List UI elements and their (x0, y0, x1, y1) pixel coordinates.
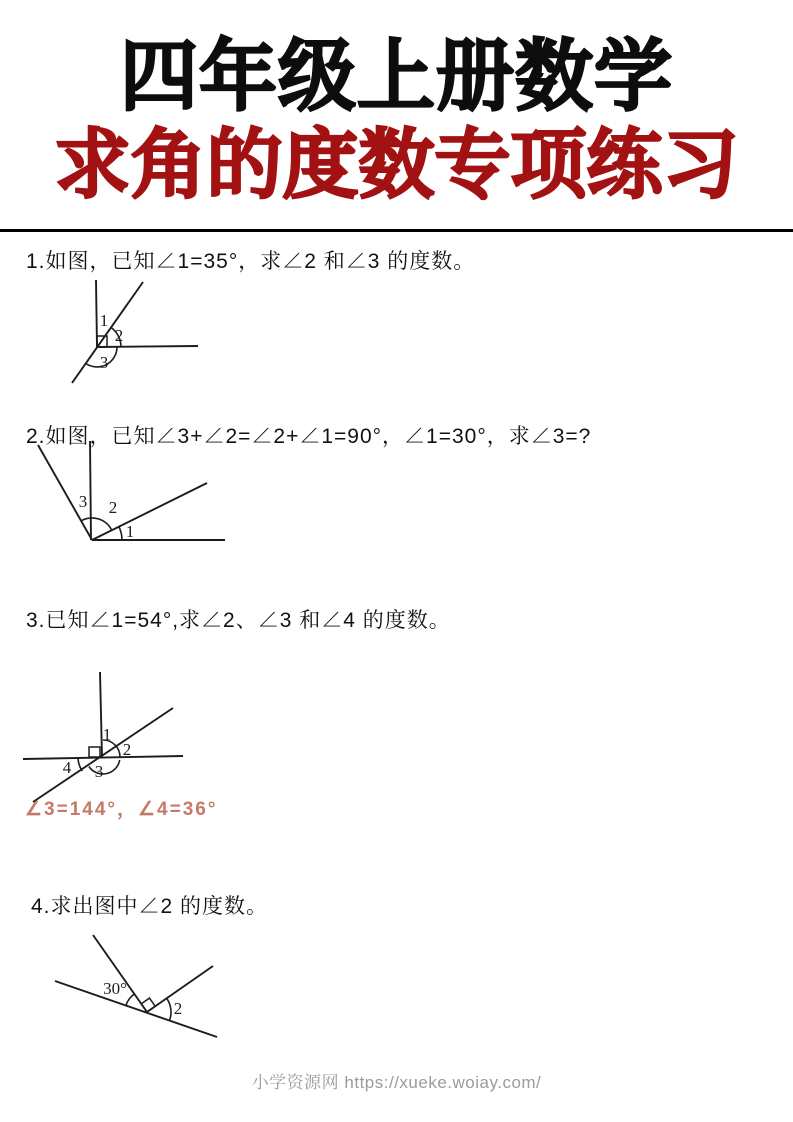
ray-steep-up-left (93, 935, 147, 1012)
angle-label-1: 1 (102, 725, 112, 744)
right-angle-mark (89, 747, 100, 757)
line-diagonal (33, 708, 173, 802)
angle-label-3: 3 (94, 762, 104, 781)
ray-horizontal-right (97, 346, 198, 347)
faded-answer-text: ∠3=144°，∠4=36° (25, 799, 218, 820)
angle-label-2: 2 (108, 498, 118, 517)
line-horizontal (23, 756, 183, 759)
question-3-diagram (20, 668, 190, 808)
right-angle-mark (141, 998, 155, 1012)
question-3-text: 3.已知∠1=54°,求∠2、∠3 和∠4 的度数。 (26, 609, 451, 632)
question-2-text: 2.如图，已知∠3+∠2=∠2+∠1=90°，∠1=30°，求∠3=? (26, 425, 592, 448)
angle-label-30deg: 30° (103, 979, 127, 998)
angle-30-arc (126, 994, 134, 1005)
question-1-diagram (60, 272, 210, 394)
angle-label-1: 1 (99, 311, 109, 330)
angle-2-arc (167, 998, 171, 1020)
angle-1-arc (119, 527, 122, 540)
question-4-text: 4.求出图中∠2 的度数。 (31, 895, 269, 918)
ray-vertical-up (90, 441, 91, 540)
question-4-diagram (45, 925, 235, 1045)
page-title: 四年级上册数学 (119, 32, 673, 120)
page-subtitle: 求角的度数专项练习 (54, 123, 739, 208)
title-divider (0, 229, 793, 232)
question-2-diagram (25, 438, 235, 548)
angle-4-arc (78, 757, 82, 771)
angle-label-3: 3 (99, 353, 109, 372)
angle-label-3: 3 (78, 492, 88, 511)
angle-label-2: 2 (114, 326, 124, 345)
ray-vertical-up (100, 672, 102, 757)
question-1-text: 1.如图，已知∠1=35°，求∠2 和∠3 的度数。 (26, 250, 476, 273)
angle-label-2: 2 (173, 999, 183, 1018)
faded-answer-fragment (25, 799, 255, 820)
footer-site-credit: 小学资源网 https://xueke.woiay.com/ (251, 1073, 542, 1092)
line-sloping (55, 981, 217, 1037)
angle-label-1: 1 (125, 522, 135, 541)
angle-label-4: 4 (62, 758, 72, 777)
angle-label-2: 2 (122, 740, 132, 759)
